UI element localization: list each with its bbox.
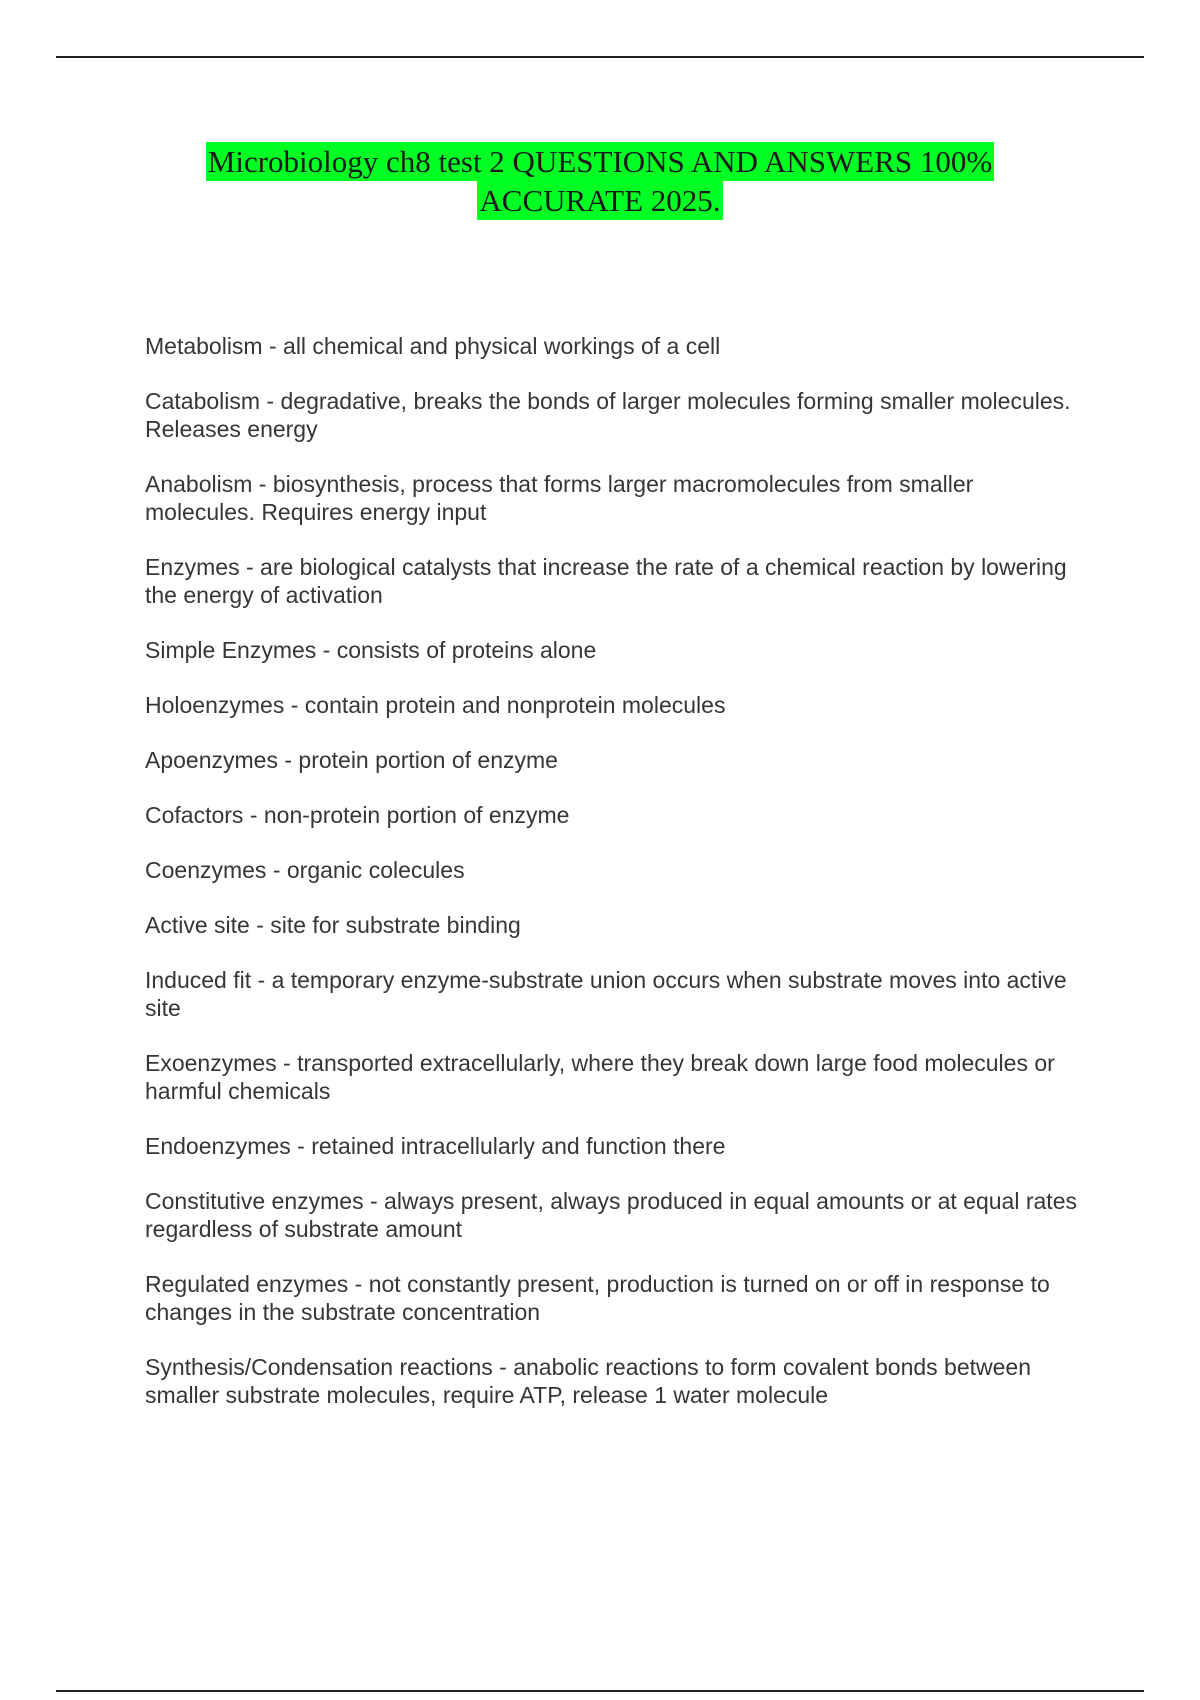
definition-active-site: Active site - site for substrate binding xyxy=(145,912,521,938)
definition-metabolism: Metabolism - all chemical and physical workings of a cell xyxy=(145,333,721,359)
definition-coenzymes: Coenzymes - organic colecules xyxy=(145,857,465,883)
definition-regulated-enzymes: Regulated enzymes - not constantly present, production is turned on or off in response to changes in the substrate concentration xyxy=(145,1271,1050,1325)
definition-catabolism: Catabolism - degradative, breaks the bonds of larger molecules forming smaller molecules. Releases energy xyxy=(145,388,1071,442)
title-line-1: Microbiology ch8 test 2 QUESTIONS AND ANSWERS 100% xyxy=(207,144,993,179)
document-title xyxy=(0,142,1200,220)
definition-induced-fit: Induced fit - a temporary enzyme-substrate union occurs when substrate moves into active site xyxy=(145,967,1067,1021)
definition-exoenzymes: Exoenzymes - transported extracellularly, where they break down large food molecules or harmful chemicals xyxy=(145,1050,1055,1104)
definition-synthesis-reactions: Synthesis/Condensation reactions - anabolic reactions to form covalent bonds between smaller substrate molecules, require ATP, release 1 water molecule xyxy=(145,1354,1032,1408)
title-line-2: ACCURATE 2025. xyxy=(479,183,721,218)
definition-enzymes: Enzymes - are biological catalysts that increase the rate of a chemical reaction by lowering the energy of activation xyxy=(145,554,1067,608)
bottom-rule xyxy=(56,1690,1144,1692)
definition-list xyxy=(145,332,1085,1436)
definition-apoenzymes: Apoenzymes - protein portion of enzyme xyxy=(145,747,558,773)
definition-endoenzymes: Endoenzymes - retained intracellularly and function there xyxy=(145,1133,726,1159)
definition-holoenzymes: Holoenzymes - contain protein and nonprotein molecules xyxy=(145,692,726,718)
definition-anabolism: Anabolism - biosynthesis, process that forms larger macromolecules from smaller molecules. Requires energy input xyxy=(145,471,974,525)
definition-cofactors: Cofactors - non-protein portion of enzyme xyxy=(145,802,570,828)
definition-constitutive-enzymes: Constitutive enzymes - always present, always produced in equal amounts or at equal rates regardless of substrate amount xyxy=(145,1188,1077,1242)
definition-simple-enzymes: Simple Enzymes - consists of proteins alone xyxy=(145,637,597,663)
top-rule xyxy=(56,56,1144,58)
